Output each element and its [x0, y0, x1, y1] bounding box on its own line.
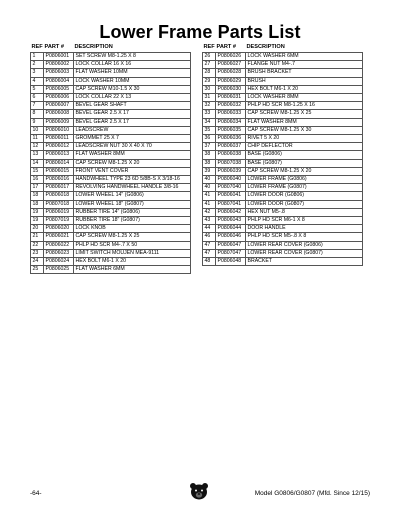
part-number-cell: P0806024	[44, 258, 74, 266]
part-number-cell: P0806006	[44, 94, 74, 102]
description-cell: REVOLVING HANDWHEEL HANDLE 3/8-16	[74, 184, 191, 192]
page-number: -64-	[30, 490, 42, 497]
table-row	[31, 69, 191, 77]
description-cell: BEVEL GEAR 2.5 X 17	[74, 110, 191, 118]
table-row	[31, 85, 191, 93]
ref-cell: 36	[203, 135, 216, 143]
description-cell: SET SCREW M8-1.25 X 8	[74, 53, 191, 61]
ref-cell: 18	[31, 192, 44, 200]
ref-cell: 21	[31, 233, 44, 241]
description-cell: GROMMET 25 X 7	[74, 135, 191, 143]
ref-cell: 12	[31, 143, 44, 151]
part-number-cell: P0806034	[216, 118, 246, 126]
ref-cell: 7	[31, 102, 44, 110]
parts-table-body	[31, 53, 191, 274]
description-cell: BASE (G0807)	[246, 159, 363, 167]
description-cell: CAP SCREW M8-1.25 X 25	[74, 233, 191, 241]
table-row	[203, 192, 363, 200]
description-cell: LOCK COLLAR 22 X 13	[74, 94, 191, 102]
grizzly-bear-logo-icon	[189, 482, 209, 500]
table-row	[31, 77, 191, 85]
table-row	[31, 184, 191, 192]
description-cell: LOCK WASHER 8MM	[246, 94, 363, 102]
ref-cell: 14	[31, 159, 44, 167]
table-row	[31, 192, 191, 200]
table-row	[203, 110, 363, 118]
ref-cell: 17	[31, 184, 44, 192]
table-row	[203, 217, 363, 225]
description-cell: FLAT WASHER 8MM	[74, 151, 191, 159]
description-cell: RUBBER TIRE 14" (G0806)	[74, 208, 191, 216]
table-row	[203, 241, 363, 249]
table-row	[203, 85, 363, 93]
table-row	[203, 159, 363, 167]
part-number-cell: P0806043	[216, 217, 246, 225]
ref-header: REF	[31, 44, 43, 50]
table-row	[31, 102, 191, 110]
description-cell: HANDWHEEL TYPE 23 6D 5/8B-S X 3/18-16	[74, 176, 191, 184]
description-cell: CAP SCREW M8-1.25 X 20	[246, 167, 363, 175]
description-cell: LOWER DOOR (G0806)	[246, 192, 363, 200]
ref-cell: 42	[203, 208, 216, 216]
ref-cell: 5	[31, 85, 44, 93]
table-row	[31, 200, 191, 208]
ref-cell: 41	[203, 200, 216, 208]
table-row	[203, 61, 363, 69]
table-row	[31, 143, 191, 151]
model-footer: Model G0806/G0807 (Mfd. Since 12/15)	[254, 490, 370, 497]
table-row	[203, 225, 363, 233]
description-cell: LOCK WASHER 6MM	[246, 53, 363, 61]
description-cell: LEADSCREW	[74, 126, 191, 134]
description-cell: CAP SCREW M10-1.5 X 30	[74, 85, 191, 93]
table-row	[203, 184, 363, 192]
description-cell: FLAT WASHER 6MM	[74, 266, 191, 274]
part-number-cell: P0806007	[44, 102, 74, 110]
part-number-cell: P0806005	[44, 85, 74, 93]
part-number-cell: P0806037	[216, 143, 246, 151]
table-row	[203, 208, 363, 216]
part-number-cell: P0807018	[44, 200, 74, 208]
table-row	[31, 53, 191, 61]
description-cell: RIVET 5 X 20	[246, 135, 363, 143]
part-number-cell: P0806004	[44, 77, 74, 85]
ref-cell: 20	[31, 225, 44, 233]
table-row	[31, 61, 191, 69]
description-cell: PHLP HD SCR M8-1.25 X 16	[246, 102, 363, 110]
description-cell: HEX BOLT M6-1 X 20	[246, 85, 363, 93]
description-cell: HEX NUT M5-.8	[246, 208, 363, 216]
description-cell: LOWER REAR COVER (G0806)	[246, 241, 363, 249]
ref-cell: 27	[203, 61, 216, 69]
part-number-cell: P0807038	[216, 159, 246, 167]
description-cell: CAP SCREW M8-1.25 X 25	[246, 110, 363, 118]
part-number-cell: P0806039	[216, 167, 246, 175]
part-number-cell: P0806028	[216, 69, 246, 77]
table-row	[31, 225, 191, 233]
description-cell: PHLP HD SCR M4-.7 X 50	[74, 241, 191, 249]
table-row	[203, 126, 363, 134]
ref-cell: 16	[31, 176, 44, 184]
ref-cell: 39	[203, 167, 216, 175]
part-number-cell: P0806033	[216, 110, 246, 118]
ref-cell: 33	[203, 110, 216, 118]
ref-cell: 22	[31, 241, 44, 249]
part-number-cell: P0806011	[44, 135, 74, 143]
description-cell: FLAT WASHER 8MM	[246, 118, 363, 126]
table-header-row	[203, 43, 363, 53]
description-cell: BRUSH	[246, 77, 363, 85]
ref-cell: 4	[31, 77, 44, 85]
part-number-cell: P0806002	[44, 61, 74, 69]
description-cell: BASE (G0806)	[246, 151, 363, 159]
part-number-cell: P0806026	[216, 53, 246, 61]
ref-cell: 41	[203, 192, 216, 200]
ref-cell: 6	[31, 94, 44, 102]
ref-cell: 8	[31, 110, 44, 118]
ref-cell: 10	[31, 126, 44, 134]
table-row	[203, 102, 363, 110]
description-cell: PHLP HD SCR M5-.8 X 8	[246, 233, 363, 241]
parts-table-right	[202, 43, 362, 266]
table-row	[31, 176, 191, 184]
part-number-cell: P0806016	[44, 176, 74, 184]
part-number-cell: P0806036	[216, 135, 246, 143]
description-cell: LOWER WHEEL 18" (G0807)	[74, 200, 191, 208]
ref-cell: 37	[203, 143, 216, 151]
description-cell: LOWER WHEEL 14" (G0806)	[74, 192, 191, 200]
part-number-cell: P0806020	[44, 225, 74, 233]
table-row	[203, 233, 363, 241]
ref-cell: 38	[203, 151, 216, 159]
description-header: DESCRIPTION	[246, 44, 285, 50]
description-cell: LOCK KNOB	[74, 225, 191, 233]
ref-cell: 19	[31, 217, 44, 225]
parts-table	[202, 43, 363, 266]
part-number-cell: P0806019	[44, 208, 74, 216]
part-number-cell: P0806008	[44, 110, 74, 118]
table-row	[203, 118, 363, 126]
table-row	[203, 135, 363, 143]
table-row	[203, 77, 363, 85]
part-number-cell: P0806009	[44, 118, 74, 126]
ref-cell: 1	[31, 53, 44, 61]
part-number-cell: P0806030	[216, 85, 246, 93]
part-number-cell: P0806027	[216, 61, 246, 69]
part-number-cell: P0806029	[216, 77, 246, 85]
description-cell: FLANGE NUT M4-.7	[246, 61, 363, 69]
table-row	[31, 110, 191, 118]
description-cell: BEVEL GEAR 2.5 X 17	[74, 118, 191, 126]
description-cell: LOCK COLLAR 16 X 16	[74, 61, 191, 69]
description-cell: FRONT VENT COVER	[74, 167, 191, 175]
part-number-cell: P0806038	[216, 151, 246, 159]
description-cell: DOOR HANDLE	[246, 225, 363, 233]
description-cell: LEADSCREW NUT 30 X 40 X 70	[74, 143, 191, 151]
page-title: Lower Frame Parts List	[99, 22, 301, 42]
ref-cell: 29	[203, 77, 216, 85]
description-cell: LOWER FRAME (G0807)	[246, 184, 363, 192]
table-row	[31, 258, 191, 266]
table-row	[203, 249, 363, 257]
ref-cell: 3	[31, 69, 44, 77]
ref-cell: 44	[203, 225, 216, 233]
part-number-cell: P0806023	[44, 249, 74, 257]
table-row	[31, 151, 191, 159]
ref-cell: 11	[31, 135, 44, 143]
description-cell: LOWER DOOR (G0807)	[246, 200, 363, 208]
ref-cell: 31	[203, 94, 216, 102]
description-cell: RUBBER TIRE 18" (G0807)	[74, 217, 191, 225]
table-row	[203, 69, 363, 77]
part-number-cell: P0806041	[216, 192, 246, 200]
part-number-cell: P0807047	[216, 249, 246, 257]
ref-cell: 47	[203, 249, 216, 257]
table-row	[31, 126, 191, 134]
description-cell: FLAT WASHER 10MM	[74, 69, 191, 77]
part-header: PART #	[216, 44, 236, 50]
ref-cell: 26	[203, 53, 216, 61]
ref-cell: 24	[31, 258, 44, 266]
table-row	[203, 143, 363, 151]
table-row	[203, 151, 363, 159]
part-number-cell: P0807019	[44, 217, 74, 225]
part-number-cell: P0806042	[216, 208, 246, 216]
description-cell: PHLP HD SCR M6-1 X 8	[246, 217, 363, 225]
ref-cell: 34	[203, 118, 216, 126]
table-row	[31, 266, 191, 274]
table-row	[31, 208, 191, 216]
table-row	[31, 159, 191, 167]
part-header: PART #	[44, 44, 64, 50]
description-cell: CAP SCREW M8-1.25 X 20	[74, 159, 191, 167]
table-row	[31, 167, 191, 175]
ref-cell: 2	[31, 61, 44, 69]
ref-cell: 40	[203, 176, 216, 184]
parts-table	[30, 43, 191, 274]
table-row	[203, 200, 363, 208]
ref-cell: 30	[203, 85, 216, 93]
part-number-cell: P0806017	[44, 184, 74, 192]
ref-cell: 40	[203, 184, 216, 192]
part-number-cell: P0806015	[44, 167, 74, 175]
part-number-cell: P0806001	[44, 53, 74, 61]
ref-cell: 35	[203, 126, 216, 134]
ref-cell: 43	[203, 217, 216, 225]
table-row	[31, 249, 191, 257]
part-number-cell: P0806044	[216, 225, 246, 233]
ref-cell: 46	[203, 233, 216, 241]
ref-cell: 28	[203, 69, 216, 77]
table-row	[31, 233, 191, 241]
ref-cell: 38	[203, 159, 216, 167]
table-row	[203, 176, 363, 184]
ref-cell: 19	[31, 208, 44, 216]
description-cell: HEX BOLT M6-1 X 20	[74, 258, 191, 266]
parts-table-body	[203, 53, 363, 266]
part-number-cell: P0806010	[44, 126, 74, 134]
table-row	[31, 94, 191, 102]
part-number-cell: P0807041	[216, 200, 246, 208]
ref-cell: 18	[31, 200, 44, 208]
table-header-row	[31, 43, 191, 53]
description-cell: CHIP DEFLECTOR	[246, 143, 363, 151]
table-row	[203, 53, 363, 61]
part-number-cell: P0806013	[44, 151, 74, 159]
part-number-cell: P0806025	[44, 266, 74, 274]
ref-cell: 32	[203, 102, 216, 110]
description-cell: LOWER REAR COVER (G0807)	[246, 249, 363, 257]
part-number-cell: P0807040	[216, 184, 246, 192]
ref-cell: 25	[31, 266, 44, 274]
ref-cell: 23	[31, 249, 44, 257]
description-cell: BEVEL GEAR SHAFT	[74, 102, 191, 110]
description-cell: LOWER FRAME (G0806)	[246, 176, 363, 184]
part-number-cell: P0806035	[216, 126, 246, 134]
part-number-cell: P0806018	[44, 192, 74, 200]
part-number-cell: P0806032	[216, 102, 246, 110]
table-row	[203, 258, 363, 266]
ref-cell: 9	[31, 118, 44, 126]
ref-cell: 15	[31, 167, 44, 175]
part-number-cell: P0806021	[44, 233, 74, 241]
table-row	[203, 167, 363, 175]
table-row	[203, 94, 363, 102]
part-number-cell: P0806014	[44, 159, 74, 167]
description-cell: BRACKET	[246, 258, 363, 266]
ref-cell: 13	[31, 151, 44, 159]
part-number-cell: P0806048	[216, 258, 246, 266]
parts-table-left	[30, 43, 190, 274]
part-number-cell: P0806046	[216, 233, 246, 241]
table-row	[31, 241, 191, 249]
description-cell: BRUSH BRACKET	[246, 69, 363, 77]
part-number-cell: P0806012	[44, 143, 74, 151]
description-cell: LOCK WASHER 10MM	[74, 77, 191, 85]
table-row	[31, 135, 191, 143]
table-row	[31, 118, 191, 126]
description-cell: CAP SCREW M8-1.25 X 30	[246, 126, 363, 134]
ref-cell: 48	[203, 258, 216, 266]
part-number-cell: P0806047	[216, 241, 246, 249]
part-number-cell: P0806031	[216, 94, 246, 102]
description-header: DESCRIPTION	[74, 44, 113, 50]
table-row	[31, 217, 191, 225]
part-number-cell: P0806040	[216, 176, 246, 184]
ref-header: REF	[203, 44, 215, 50]
description-cell: LIMIT SWITCH MOUJEN MEA-9111	[74, 249, 191, 257]
part-number-cell: P0806022	[44, 241, 74, 249]
part-number-cell: P0806003	[44, 69, 74, 77]
ref-cell: 47	[203, 241, 216, 249]
